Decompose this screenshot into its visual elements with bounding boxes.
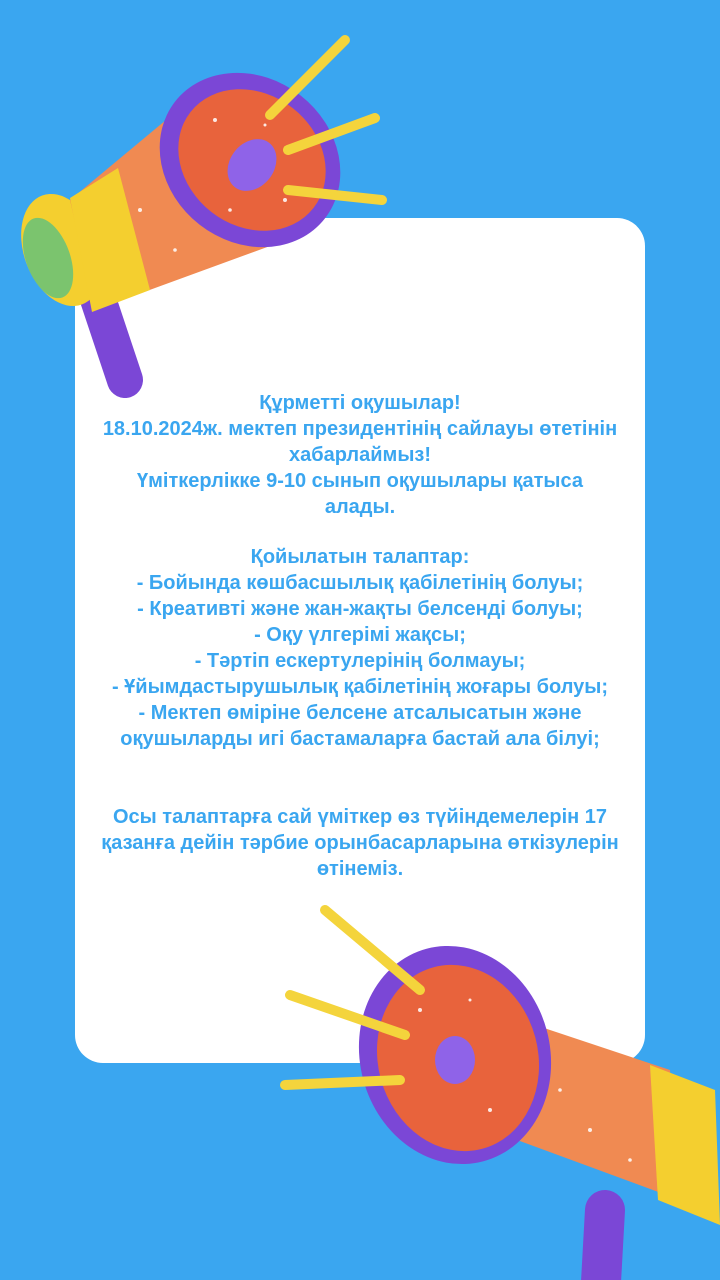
announcement-text [75,390,645,882]
eligibility: Үміткерлікке 9-10 сынып оқушылары қатыса алады. [137,470,583,518]
requirement-item: - Оқу үлгерімі жақсы; [254,624,466,646]
intro: 18.10.2024ж. мектеп президентінің сайлауы өтетінін хабарлаймыз! [102,418,618,466]
requirement-item: - Тәртіп ескертулерінің болмауы; [194,650,526,672]
megaphone-icon [260,880,720,1280]
requirement-item: - Ұйымдастырушылық қабілетінің жоғары болуы; [111,676,609,698]
requirement-item: - Бойында көшбасшылық қабілетінің болуы; [136,572,584,594]
closing: Осы талаптарға сай үміткер өз түйіндемелерін 17 қазанға дейін тәрбие орынбасарларына өткізулерін өтінеміз. [101,806,619,880]
requirement-item: - Креативті және жан-жақты белсенді болуы; [137,598,583,620]
requirements-title: Қойылатын талаптар: [250,546,470,568]
megaphone-icon [0,0,420,420]
requirement-item: - Мектеп өміріне белсене атсалысатын және оқушыларды игі бастамаларға бастай ала білуі; [120,702,600,750]
greeting: Құрметті оқушылар! [259,392,461,414]
